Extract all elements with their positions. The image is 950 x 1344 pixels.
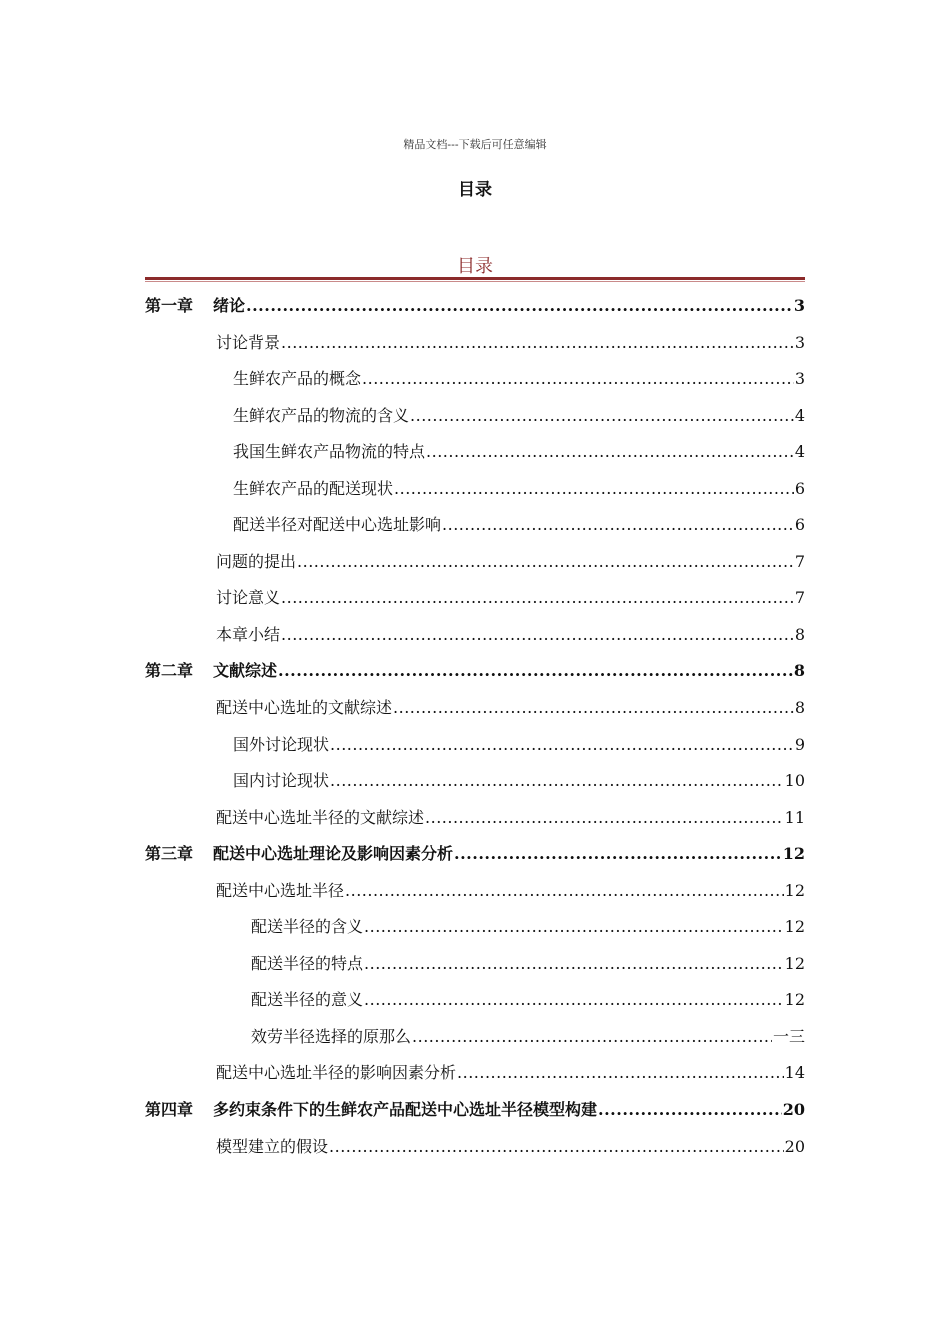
toc-page-number: 8 <box>793 661 805 681</box>
toc-entry[interactable] <box>145 471 805 508</box>
toc-entry[interactable] <box>145 873 805 910</box>
toc-page-number: 20 <box>782 1100 805 1120</box>
toc-entry[interactable] <box>145 946 805 983</box>
toc-dot-leader <box>329 1129 784 1166</box>
toc-entry-title: 配送中心选址半径的文献综述 <box>216 807 425 827</box>
toc-page-number: 7 <box>794 551 805 571</box>
toc-page-number: 11 <box>784 807 805 827</box>
toc-entry[interactable] <box>145 909 805 946</box>
toc-page-number: 一三 <box>772 1026 805 1046</box>
toc-entry-title: 我国生鲜农产品物流的特点 <box>233 442 426 462</box>
toc-chapter-number: 第二章 <box>145 661 194 681</box>
toc-divider-thin <box>145 281 805 282</box>
toc-entry[interactable] <box>145 434 805 471</box>
toc-dot-leader <box>345 873 784 910</box>
toc-entry[interactable] <box>145 1129 805 1166</box>
toc-entry[interactable] <box>145 1055 805 1092</box>
toc-dot-leader <box>362 361 794 398</box>
toc-dot-leader <box>281 325 794 362</box>
toc-entry[interactable] <box>145 507 805 544</box>
toc-entry-title: 国内讨论现状 <box>233 771 330 791</box>
toc-dot-leader <box>281 580 794 617</box>
toc-chapter-entry[interactable] <box>145 836 805 873</box>
toc-entry-title: 配送中心选址的文献综述 <box>216 698 393 718</box>
toc-divider <box>145 277 805 280</box>
toc-entry-title: 国外讨论现状 <box>233 734 330 754</box>
toc-entry-title: 绪论 <box>213 296 246 315</box>
toc-page-number: 3 <box>794 332 805 352</box>
toc-page-number: 14 <box>784 1063 805 1083</box>
toc-entry[interactable] <box>145 690 805 727</box>
toc-dot-leader <box>454 836 782 873</box>
document-title: 目录 <box>458 180 492 200</box>
toc-chapter-number: 第四章 <box>145 1100 194 1120</box>
toc-page-number: 9 <box>794 734 805 754</box>
toc-dot-leader <box>330 727 794 764</box>
toc-page-number: 6 <box>794 515 805 535</box>
toc-entry-title: 问题的提出 <box>216 551 297 571</box>
toc-chapter-number: 第三章 <box>145 844 194 864</box>
page-header: 精品文档---下载后可任意编辑 <box>403 138 547 151</box>
toc-page-number: 12 <box>784 990 805 1010</box>
toc-dot-leader <box>330 763 784 800</box>
toc-page-number: 3 <box>794 369 805 389</box>
toc-dot-leader <box>281 617 794 654</box>
toc-page-number: 8 <box>794 624 805 644</box>
toc-entry-title: 本章小结 <box>216 624 281 644</box>
toc-dot-leader <box>598 1092 782 1129</box>
toc-entry[interactable] <box>145 325 805 362</box>
toc-entry-title: 配送中心选址半径的影响因素分析 <box>216 1063 457 1083</box>
toc-dot-leader <box>364 909 784 946</box>
toc-chapter-entry[interactable] <box>145 653 805 690</box>
toc-entry-title: 生鲜农产品的概念 <box>233 369 362 389</box>
toc-dot-leader <box>442 507 794 544</box>
table-of-contents <box>145 288 805 1165</box>
toc-dot-leader <box>246 288 793 325</box>
toc-entry[interactable] <box>145 580 805 617</box>
toc-page-number: 12 <box>784 953 805 973</box>
toc-entry-title: 多约束条件下的生鲜农产品配送中心选址半径模型构建 <box>213 1100 598 1120</box>
toc-page-number: 12 <box>782 844 805 864</box>
toc-entry[interactable] <box>145 361 805 398</box>
toc-entry[interactable] <box>145 398 805 435</box>
toc-dot-leader <box>457 1055 784 1092</box>
toc-page-number: 4 <box>794 442 805 462</box>
toc-entry-title: 文献综述 <box>213 661 278 681</box>
toc-dot-leader <box>410 398 794 435</box>
toc-entry[interactable] <box>145 544 805 581</box>
toc-dot-leader <box>364 946 784 983</box>
toc-page-number: 12 <box>784 880 805 900</box>
toc-page-number: 4 <box>794 405 805 425</box>
toc-entry-title: 模型建立的假设 <box>216 1136 329 1156</box>
toc-page-number: 10 <box>784 771 805 791</box>
toc-entry-title: 讨论意义 <box>216 588 281 608</box>
toc-entry[interactable] <box>145 763 805 800</box>
toc-dot-leader <box>297 544 794 581</box>
toc-entry-title: 配送中心选址理论及影响因素分析 <box>213 844 454 864</box>
toc-heading: 目录 <box>457 256 493 277</box>
toc-dot-leader <box>278 653 793 690</box>
toc-entry-title: 效劳半径选择的原那么 <box>251 1026 412 1046</box>
toc-dot-leader <box>393 690 794 727</box>
toc-entry[interactable] <box>145 727 805 764</box>
toc-entry-title: 讨论背景 <box>216 332 281 352</box>
toc-chapter-number: 第一章 <box>145 296 194 315</box>
toc-entry[interactable] <box>145 617 805 654</box>
toc-entry-title: 配送中心选址半径 <box>216 880 345 900</box>
toc-page-number: 12 <box>784 917 805 937</box>
toc-chapter-entry[interactable] <box>145 1092 805 1129</box>
toc-entry-title: 配送半径对配送中心选址影响 <box>233 515 442 535</box>
toc-dot-leader <box>426 434 794 471</box>
toc-entry[interactable] <box>145 800 805 837</box>
toc-dot-leader <box>364 982 784 1019</box>
toc-dot-leader <box>425 800 784 837</box>
toc-page-number: 3 <box>793 296 805 315</box>
toc-dot-leader <box>394 471 794 508</box>
toc-dot-leader <box>412 1019 772 1056</box>
toc-chapter-entry[interactable] <box>145 288 805 325</box>
toc-entry[interactable] <box>145 982 805 1019</box>
toc-entry-title: 配送半径的意义 <box>251 990 364 1010</box>
toc-entry-title: 生鲜农产品的物流的含义 <box>233 405 410 425</box>
toc-page-number: 6 <box>794 478 805 498</box>
toc-entry[interactable] <box>145 1019 805 1056</box>
toc-entry-title: 配送半径的特点 <box>251 953 364 973</box>
toc-page-number: 7 <box>794 588 805 608</box>
toc-entry-title: 配送半径的含义 <box>251 917 364 937</box>
toc-page-number: 20 <box>784 1136 805 1156</box>
toc-entry-title: 生鲜农产品的配送现状 <box>233 478 394 498</box>
toc-page-number: 8 <box>794 698 805 718</box>
